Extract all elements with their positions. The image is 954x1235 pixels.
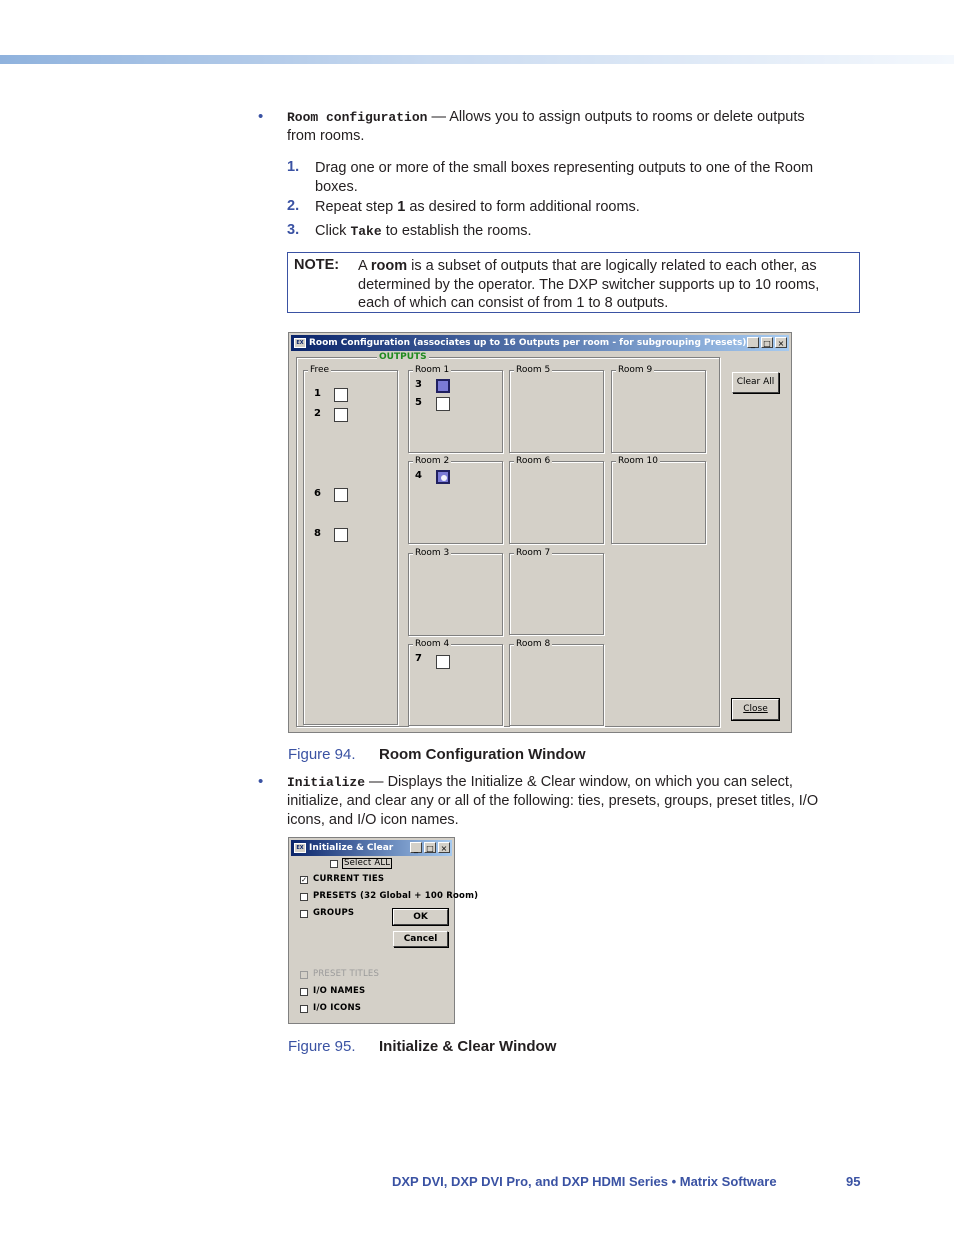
close-button[interactable]: Close bbox=[732, 699, 779, 720]
initialize-title: Initialize & Clear bbox=[309, 843, 394, 853]
output-box-7[interactable] bbox=[436, 655, 450, 669]
step-number: 1. bbox=[287, 159, 300, 175]
close-window-button[interactable]: × bbox=[438, 842, 450, 853]
room-config-title: Room Configuration (associates up to 16 Outputs per room - for subgrouping Presets) bbox=[309, 338, 747, 348]
output-number: 8 bbox=[314, 528, 321, 539]
output-box-1[interactable] bbox=[334, 388, 348, 402]
room-label: Room 1 bbox=[415, 365, 450, 375]
outputs-label: OUTPUTS bbox=[379, 352, 427, 362]
figure-number: Figure 95. bbox=[288, 1038, 356, 1055]
room-label: Room 6 bbox=[516, 456, 551, 466]
select-all-checkbox[interactable] bbox=[330, 860, 338, 868]
step-text bbox=[315, 159, 845, 197]
initialize-paragraph bbox=[287, 773, 852, 830]
minimize-button[interactable]: _ bbox=[747, 337, 759, 348]
step-text bbox=[315, 222, 845, 241]
groups-label: GROUPS bbox=[313, 908, 355, 918]
preset-titles-checkbox[interactable] bbox=[300, 971, 308, 979]
room-label: Room 8 bbox=[516, 639, 551, 649]
current-ties-checkbox[interactable]: ✓ bbox=[301, 876, 307, 884]
output-box-3[interactable] bbox=[436, 379, 450, 393]
ok-button[interactable]: OK bbox=[393, 909, 448, 925]
room-8-panel[interactable] bbox=[509, 639, 604, 726]
figure-title: Initialize & Clear Window bbox=[379, 1038, 557, 1055]
io-icons-checkbox[interactable] bbox=[300, 1005, 308, 1013]
room-label: Room 5 bbox=[516, 365, 551, 375]
step-2-post: as desired to form additional rooms. bbox=[405, 199, 640, 215]
cancel-button[interactable]: Cancel bbox=[393, 931, 448, 947]
room-5-panel[interactable] bbox=[509, 365, 604, 453]
step-1-line-1: Drag one or more of the small boxes representing outputs to one of the Room bbox=[315, 160, 814, 176]
title-buttons bbox=[747, 337, 787, 348]
output-box-5[interactable] bbox=[436, 397, 450, 411]
presets-label: PRESETS (32 Global + 100 Room) bbox=[313, 891, 479, 901]
room-config-window bbox=[288, 332, 792, 733]
room-4-panel[interactable] bbox=[408, 639, 503, 726]
note-line-2: determined by the operator. The DXP switcher supports up to 10 rooms, bbox=[358, 276, 820, 293]
step-3-post: to establish the rooms. bbox=[381, 223, 532, 239]
io-icons-label: I/O ICONS bbox=[313, 1003, 362, 1013]
header-band bbox=[0, 55, 954, 64]
note-line-3: each of which can consist of from 1 to 8 outputs. bbox=[358, 295, 669, 311]
room-2-panel[interactable] bbox=[408, 456, 503, 544]
groups-checkbox[interactable] bbox=[300, 910, 308, 918]
io-names-checkbox[interactable] bbox=[300, 988, 308, 996]
output-number: 6 bbox=[314, 488, 321, 499]
output-number: 5 bbox=[415, 397, 422, 408]
free-panel[interactable] bbox=[303, 365, 398, 725]
steps-list bbox=[287, 159, 847, 244]
room-7-panel[interactable] bbox=[509, 548, 604, 635]
close-window-button[interactable]: × bbox=[775, 337, 787, 348]
step-3-pre: Click bbox=[315, 223, 351, 239]
output-number: 2 bbox=[314, 408, 321, 419]
figure-number: Figure 94. bbox=[288, 746, 356, 763]
maximize-button[interactable]: □ bbox=[424, 842, 436, 853]
step-number: 3. bbox=[287, 222, 300, 238]
maximize-button[interactable]: □ bbox=[761, 337, 773, 348]
initialize-text-3: icons, and I/O icon names. bbox=[287, 812, 459, 828]
step-2-bold: 1 bbox=[397, 199, 406, 215]
initialize-text-2: initialize, and clear any or all of the following: ties, presets, groups, preset titles, I/O bbox=[287, 793, 819, 809]
footer-text: DXP DVI, DXP DVI Pro, and DXP HDMI Series • Matrix Software bbox=[392, 1174, 777, 1189]
preset-titles-label: PRESET TITLES bbox=[313, 969, 380, 979]
output-box-4[interactable] bbox=[436, 470, 450, 484]
room-10-panel[interactable] bbox=[611, 456, 706, 544]
room-9-panel[interactable] bbox=[611, 365, 706, 453]
initialize-text-1: — Displays the Initialize & Clear window, on which you can select, bbox=[365, 774, 793, 790]
note-pre: A bbox=[358, 258, 371, 274]
app-icon: EX bbox=[294, 338, 306, 348]
room-config-paragraph bbox=[287, 108, 847, 146]
output-number: 1 bbox=[314, 388, 321, 399]
room-config-titlebar bbox=[291, 335, 789, 351]
note-box bbox=[287, 252, 860, 313]
step-text bbox=[315, 198, 845, 217]
output-box-2[interactable] bbox=[334, 408, 348, 422]
room-label: Room 4 bbox=[415, 639, 450, 649]
initialize-clear-window bbox=[288, 837, 479, 1024]
initialize-term: Initialize bbox=[287, 775, 366, 790]
page-number: 95 bbox=[846, 1174, 861, 1189]
output-number: 3 bbox=[415, 379, 422, 390]
step-number: 2. bbox=[287, 198, 300, 214]
output-box-6[interactable] bbox=[334, 488, 348, 502]
output-box-8[interactable] bbox=[334, 528, 348, 542]
step-1-line-2: boxes. bbox=[315, 179, 358, 195]
room-3-panel[interactable] bbox=[408, 548, 503, 636]
room-label: Room 3 bbox=[415, 548, 450, 558]
room-label: Room 10 bbox=[618, 456, 658, 466]
output-number: 4 bbox=[415, 470, 422, 481]
figure-title: Room Configuration Window bbox=[379, 746, 586, 763]
room-1-panel[interactable] bbox=[408, 365, 503, 453]
title-buttons bbox=[410, 842, 450, 853]
clear-all-button[interactable]: Clear All bbox=[732, 372, 779, 393]
minimize-button[interactable]: _ bbox=[410, 842, 422, 853]
note-bold: room bbox=[370, 258, 408, 274]
take-command: Take bbox=[350, 224, 382, 239]
bullet-marker: • bbox=[258, 108, 264, 125]
figure-94-caption bbox=[288, 746, 586, 763]
room-label: Room 2 bbox=[415, 456, 450, 466]
note-label: NOTE: bbox=[294, 257, 340, 273]
bullet-marker: • bbox=[258, 773, 264, 790]
room-config-text-2: from rooms. bbox=[287, 128, 365, 144]
output-number: 7 bbox=[415, 653, 422, 664]
step-2-pre: Repeat step bbox=[315, 199, 398, 215]
presets-checkbox[interactable] bbox=[300, 893, 308, 901]
room-6-panel[interactable] bbox=[509, 456, 604, 544]
figure-95-caption bbox=[288, 1038, 557, 1055]
room-label: Room 9 bbox=[618, 365, 653, 375]
free-label: Free bbox=[310, 365, 330, 375]
select-all-label[interactable]: Select ALL bbox=[344, 858, 391, 868]
note-text bbox=[358, 257, 850, 313]
current-ties-label: CURRENT TIES bbox=[313, 874, 385, 884]
io-names-label: I/O NAMES bbox=[313, 986, 366, 996]
app-icon: EX bbox=[294, 843, 306, 853]
room-config-term: Room configuration bbox=[287, 110, 428, 125]
room-label: Room 7 bbox=[516, 548, 551, 558]
note-line-1: is a subset of outputs that are logically related to each other, as bbox=[407, 258, 817, 274]
room-config-text-1: — Allows you to assign outputs to rooms or delete outputs bbox=[427, 109, 805, 125]
